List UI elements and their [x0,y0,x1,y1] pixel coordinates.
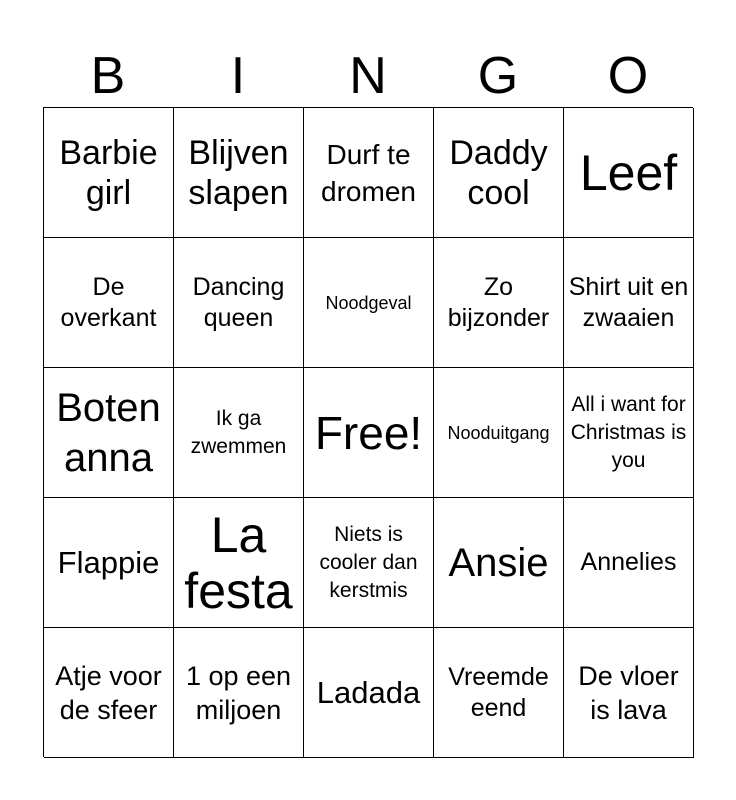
cell-label: Flappie [57,545,160,580]
bingo-cell[interactable] [564,238,694,368]
cell-label: Daddy cool [449,133,548,212]
cell-label: Boten anna [56,385,161,480]
bingo-cell[interactable] [44,498,174,628]
bingo-cell[interactable] [304,628,434,758]
bingo-cell[interactable] [174,628,304,758]
bingo-cell[interactable] [174,238,304,368]
bingo-card-grid [43,107,693,757]
cell-label: Durf te dromen [321,138,416,207]
bingo-cell[interactable] [174,108,304,238]
cell-label: Free! [314,406,423,459]
header-letter-o: O [607,47,649,105]
bingo-cell[interactable] [434,368,564,498]
bingo-cell[interactable] [434,498,564,628]
cell-label: Annelies [580,548,677,576]
bingo-cell[interactable] [564,108,694,238]
cell-label: La festa [184,506,293,619]
bingo-cell[interactable] [44,238,174,368]
bingo-cell[interactable] [564,498,694,628]
header-letter-g: G [477,47,519,105]
cell-label: Blijven slapen [188,133,289,212]
bingo-cell[interactable] [434,108,564,238]
cell-label: Ansie [448,540,549,585]
bingo-cell[interactable] [304,108,434,238]
cell-label: Atje voor de sfeer [55,660,162,725]
header-letter-i: I [230,47,246,105]
cell-label: Vreemde eend [448,662,549,722]
bingo-cell[interactable] [304,498,434,628]
cell-label: Zo bijzonder [447,272,550,332]
cell-label: Nooduitgang [447,422,550,443]
cell-label: De overkant [60,272,157,332]
bingo-cell[interactable] [434,238,564,368]
bingo-cell[interactable] [44,628,174,758]
cell-label: Niets is cooler dan kerstmis [319,522,418,602]
header-letter-b: B [90,47,126,105]
bingo-header [43,44,693,108]
cell-label: 1 op een miljoen [185,660,292,725]
cell-label: Shirt uit en zwaaien [568,272,689,332]
bingo-cell[interactable] [564,368,694,498]
bingo-cell[interactable] [174,498,304,628]
bingo-cell[interactable] [304,238,434,368]
header-letter-n: N [349,47,387,105]
bingo-cell[interactable] [434,628,564,758]
cell-label: De vloer is lava [578,660,679,725]
bingo-cell[interactable] [564,628,694,758]
cell-label: Ladada [316,675,421,710]
bingo-cell[interactable] [44,108,174,238]
bingo-cell[interactable] [174,368,304,498]
cell-label: Noodgeval [325,292,412,313]
cell-label: Dancing queen [192,272,285,332]
cell-label: Leef [579,144,678,201]
cell-label: Ik ga zwemmen [190,406,287,458]
cell-label: All i want for Christmas is you [570,392,687,472]
cell-label: Barbie girl [59,133,158,212]
bingo-cell[interactable] [44,368,174,498]
bingo-cell[interactable] [304,368,434,498]
